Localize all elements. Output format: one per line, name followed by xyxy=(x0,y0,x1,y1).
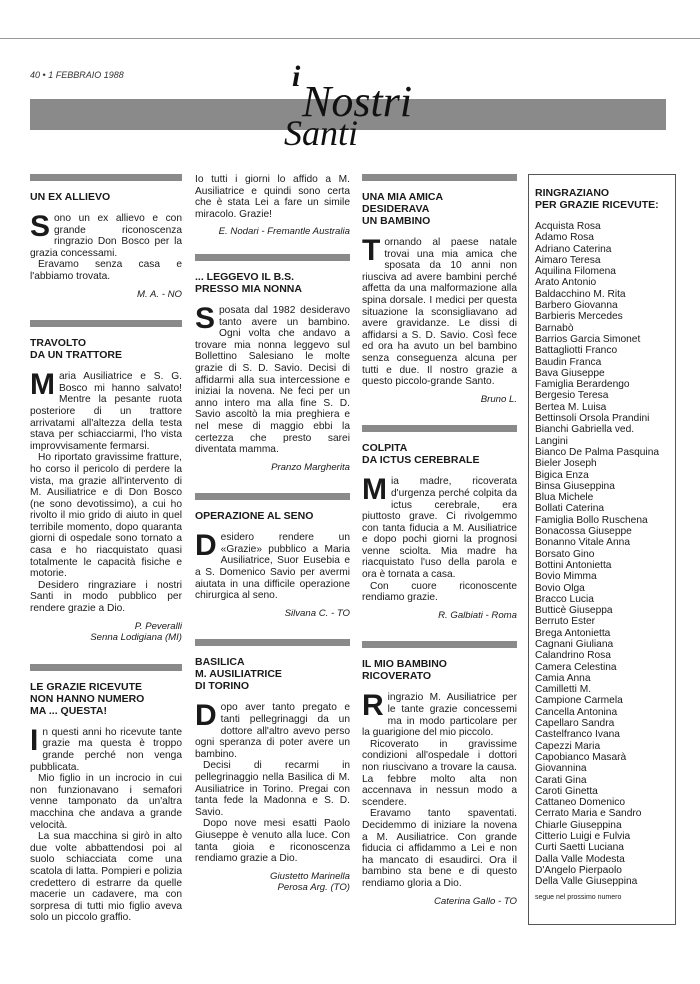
name-item: Borsato Gino xyxy=(535,548,595,560)
section-rule xyxy=(362,174,517,181)
name-item: Arato Antonio xyxy=(535,277,597,289)
names-list xyxy=(535,221,669,888)
article-amica xyxy=(362,174,517,405)
name-item: Cattaneo Domenico xyxy=(535,797,626,809)
name-item: Bovio Olga xyxy=(535,582,585,594)
article-operazione xyxy=(195,493,350,619)
signature: Silvana C. - TO xyxy=(284,607,350,619)
header-separator: • xyxy=(42,70,46,80)
name-item: Cancella Antonina xyxy=(535,706,618,718)
signature: P. Peveralli xyxy=(134,620,182,632)
box-title: RINGRAZIANO PER GRAZIE RICEVUTE: xyxy=(535,187,659,211)
article-bambino-ricoverato xyxy=(362,641,517,907)
name-item: Camera Celestina xyxy=(535,661,617,673)
paragraph: esidero rendere un «Grazie» pubblico a Maria Ausiliatrice, Suor Eusebia e a S. Domenico Savio per avermi aiutata in una difficile operazione chirurgica al seno. xyxy=(195,532,350,602)
section-rule xyxy=(362,641,517,648)
paragraph: posata dal 1982 desideravo tanto avere un bambino. Ogni volta che andavo a trovare mia nonna leggevo sul Bollettino Salesiano le molte grazie di S. D. Savio. Decisi di affidarmi alla sua intercessione e iniziai la novena. Ne feci per un anno intero ma alla fine S. D. Savio ascoltò la mia preghiera e nel mese di maggio ebbi la certezza che presto sarei diventata mamma. xyxy=(195,304,350,456)
name-item: Bieler Joseph xyxy=(535,458,597,470)
name-item: Chiarle Giuseppina xyxy=(535,819,622,831)
paragraph: ingrazio M. Ausiliatrice per le tante grazie concessemi ma in modo particolare per la guarigione del mio piccolo. xyxy=(362,692,517,739)
page-number: 40 xyxy=(30,70,41,80)
column-1 xyxy=(30,174,182,944)
name-item: Bianco De Palma Pasquina xyxy=(535,446,660,458)
name-item: Barrios Garcia Simonet xyxy=(535,333,641,345)
paragraph: n questi anni ho ricevute tante grazie ma questa è troppo grande perché non venga pubblicata. xyxy=(30,726,182,773)
name-item: Berruto Ester xyxy=(535,616,596,628)
signature: E. Nodari - Fremantle Australia xyxy=(218,226,350,238)
paragraph: opo aver tanto pregato e tanti pellegrinaggi da un dottore all'altro avevo perso ogni speranza di poter avere un bambino. xyxy=(195,702,350,760)
name-item: Blua Michele xyxy=(535,492,594,504)
paragraph: Ho riportato gravissime fratture, ho corso il pericolo di perdere la vista, ma grazie all'intervento di M. Ausiliatrice e di Don Bosco (ne sono devotissimo), a cui ho rivolto il mio grido di aiuto in quel terribile momento, dopo quaranta giorni di ospedale sono tornato a casa e ho riacquistato quasi totalmente le capacità fisiche e motorie. xyxy=(30,452,182,580)
paragraph: ono un ex allievo e con grande riconoscenza ringrazio Don Bosco per la grazia concessami. xyxy=(30,213,182,259)
section-rule xyxy=(30,174,182,181)
article-title: ... LEGGEVO IL B.S. PRESSO MIA NONNA xyxy=(195,270,302,295)
name-item: Binsa Giuseppina xyxy=(535,480,615,492)
article-basilica xyxy=(195,639,350,894)
signature: Giustetto Marinella xyxy=(270,870,350,882)
paragraph: ia madre, ricoverata d'urgenza perché colpita da ictus cerebrale, era piuttosto grave. Ci rivolgemmo con tanta fiducia a M. Ausiliatrice e dopo pochi giorni la prognosi venne sciolta. Mia madre ha riacquistato l'uso della parola e ora è tornata a casa. xyxy=(362,476,517,581)
drop-cap: M xyxy=(30,368,55,402)
paragraph: Con cuore riconoscente rendiamo grazie. xyxy=(362,580,517,604)
drop-cap: M xyxy=(362,473,387,507)
name-item: Dalla Valle Modesta xyxy=(535,853,625,865)
name-item: Capobianco Masarà Giovannina xyxy=(535,751,627,775)
name-item: D'Angelo Pierpaolo xyxy=(535,864,622,876)
top-border xyxy=(0,38,700,39)
paragraph: Ricoverato in gravissime condizioni all'ospedale i dottori non riuscivano a trovare la causa. La febbre molto alta non accennava in nessun modo a scendere. xyxy=(362,738,517,808)
name-item: Carati Gina xyxy=(535,774,587,786)
name-item: Bigica Enza xyxy=(535,469,589,481)
name-item: Camilletti M. xyxy=(535,684,592,696)
name-item: Cagnani Giuliana xyxy=(535,638,614,650)
name-item: Della Valle Giuseppina xyxy=(535,876,638,888)
logo-line-2: Nostri xyxy=(302,77,413,126)
section-rule xyxy=(195,493,350,500)
drop-cap: R xyxy=(362,689,384,723)
section-rule xyxy=(30,664,182,671)
name-item: Bianchi Gabriella ved. Langini xyxy=(535,424,635,447)
name-item: Barnabò xyxy=(535,322,574,334)
name-item: Camia Anna xyxy=(535,672,591,684)
article-title: UN EX ALLIEVO xyxy=(30,191,111,203)
name-item: Bottini Antonietta xyxy=(535,559,612,571)
signature: R. Galbiati - Roma xyxy=(438,609,517,621)
name-item: Curti Saetti Luciana xyxy=(535,842,624,854)
article-title: TRAVOLTO DA UN TRATTORE xyxy=(30,337,122,362)
section-rule xyxy=(30,320,182,327)
drop-cap: D xyxy=(195,699,217,733)
name-item: Battagliotti Franco xyxy=(535,345,618,357)
issue-date: 1 FEBBRAIO 1988 xyxy=(48,70,124,80)
name-item: Baudin Franca xyxy=(535,356,602,368)
logo-line-3: Santi xyxy=(284,113,359,153)
name-item: Bonanno Vitale Anna xyxy=(535,537,630,549)
drop-cap: T xyxy=(362,234,381,267)
paragraph: ornando al paese natale trovai una mia amica che sposata da 10 anni non riusciva ad avere bambini perché affetta da una malformazione alla spina dorsale. I medici per questa situazione la sconsigliavano ad avere gravidanze. Le dissi di affidarsi a S. D. Savio. Così fece ed ora ha avuto un bel bambino senza conseguenza alcuna per tutti e due. Il nostro grazie a questo piccolo-grande Santo. xyxy=(362,237,517,388)
signature-place: Perosa Arg. (TO) xyxy=(277,882,350,894)
name-item: Calandrino Rosa xyxy=(535,650,611,662)
article-ictus xyxy=(362,425,517,621)
name-item: Bergesio Teresa xyxy=(535,390,609,402)
article-title: BASILICA M. AUSILIATRICE DI TORINO xyxy=(195,656,282,693)
paragraph: Io tutti i giorni lo affido a M. Ausiliatrice e quindi sono certa che è stata Lei a fare un simile miracolo. Grazie! xyxy=(195,174,350,220)
paragraph: Mio figlio in un incrocio in cui non funzionavano i semafori venne tamponato da un'altra macchina che andava a grande velocità. xyxy=(30,773,182,831)
section-rule xyxy=(362,425,517,432)
article-title: IL MIO BAMBINO RICOVERATO xyxy=(362,658,447,683)
name-item: Bollati Caterina xyxy=(535,503,605,515)
name-item: Aquilina Filomena xyxy=(535,266,616,278)
name-item: Famiglia Bollo Ruschena xyxy=(535,514,648,526)
name-item: Famiglia Berardengo xyxy=(535,379,630,391)
name-item: Bava Giuseppe xyxy=(535,367,605,379)
column-2 xyxy=(195,174,350,914)
column-3 xyxy=(362,174,517,927)
name-item: Bracco Lucia xyxy=(535,593,594,605)
section-logo xyxy=(280,62,440,157)
article-title: OPERAZIONE AL SENO xyxy=(195,510,314,523)
drop-cap: D xyxy=(195,529,217,563)
name-item: Caroti Ginetta xyxy=(535,785,598,797)
paragraph: aria Ausiliatrice e S. G. Bosco mi hanno salvato! Mentre la pesante ruota posteriore di un trattore arrivatami all'altezza della testa stava per schiacciarmi, l'ho vista improvvisamente fermarsi. xyxy=(30,371,182,452)
section-rule xyxy=(195,254,350,261)
thanks-box xyxy=(528,174,676,925)
page-header xyxy=(30,70,124,80)
article-continuation xyxy=(195,174,350,238)
name-item: Butticè Giuseppa xyxy=(535,605,613,617)
article-title: COLPITA DA ICTUS CEREBRALE xyxy=(362,442,480,467)
drop-cap: I xyxy=(30,723,39,757)
name-item: Barbieris Mercedes xyxy=(535,311,623,323)
name-item: Capezzi Maria xyxy=(535,740,601,752)
name-item: Castelfranco Ivana xyxy=(535,729,620,741)
article-leggevo xyxy=(195,254,350,473)
box-footer: segue nel prossimo numero xyxy=(535,893,622,901)
paragraph: Eravamo senza casa e l'abbiamo trovata. xyxy=(30,259,182,282)
name-item: Citterio Luigi e Fulvia xyxy=(535,831,631,843)
name-item: Bertea M. Luisa xyxy=(535,401,607,413)
name-item: Brega Antonietta xyxy=(535,627,611,639)
name-item: Bovio Mimma xyxy=(535,571,597,583)
drop-cap: S xyxy=(30,210,51,243)
article-title: UNA MIA AMICA DESIDERAVA UN BAMBINO xyxy=(362,191,444,227)
signature: Caterina Gallo - TO xyxy=(434,895,517,907)
signature: Pranzo Margherita xyxy=(271,461,350,473)
article-grazie-ricevute xyxy=(30,664,182,924)
paragraph: Eravamo tanto spaventati. Decidemmo di iniziare la novena a M. Ausiliatrice. Con grande fiducia ci affidammo a Lei e non ha mancato di esaudirci. Ora il bambino sta bene e di questo rendiamo gloria a Dio. xyxy=(362,808,517,889)
drop-cap: S xyxy=(195,301,216,335)
section-rule xyxy=(195,639,350,646)
signature: Bruno L. xyxy=(480,393,517,405)
name-item: Barbero Giovanna xyxy=(535,300,618,312)
name-item: Capellaro Sandra xyxy=(535,718,615,730)
name-item: Campione Carmela xyxy=(535,695,623,707)
signature: M. A. - NO xyxy=(137,288,182,300)
name-item: Baldacchino M. Rita xyxy=(535,288,626,300)
article-ex-allievo xyxy=(30,174,182,300)
paragraph: Desidero ringraziare i nostri Santi in modo pubblico per rendere grazie a Dio. xyxy=(30,579,182,615)
name-item: Bettinsoli Orsola Prandini xyxy=(535,413,650,425)
name-item: Acquista Rosa xyxy=(535,221,601,232)
paragraph: Decisi di recarmi in pellegrinaggio nella Basilica di M. Ausiliatrice in Torino. Pregai con tanta fede la Madonna e S. D. Savio. xyxy=(195,760,350,818)
signature-place: Senna Lodigiana (MI) xyxy=(90,632,182,644)
name-item: Adamo Rosa xyxy=(535,232,594,244)
name-item: Aimaro Teresa xyxy=(535,254,601,266)
paragraph: La sua macchina si girò in alto due volte abbattendosi poi al suolo schiacciata come una scatola di latta. Pompieri e polizia credettero di estrarre da quelle macerie un cadavere, ma con sorpresa di tutti mio figlio aveva solo un piccolo graffio. xyxy=(30,831,182,924)
name-item: Adriano Caterina xyxy=(535,243,612,255)
article-title: LE GRAZIE RICEVUTE NON HANNO NUMERO MA ... QUESTA! xyxy=(30,680,145,717)
paragraph: Dopo nove mesi esatti Paolo Giuseppe è venuto alla luce. Con tanta gioia e riconoscenza rendiamo grazie a Dio. xyxy=(195,818,350,865)
name-item: Cerrato Maria e Sandro xyxy=(535,808,642,820)
logo-line-1: i xyxy=(292,60,301,93)
name-item: Bonacossa Giuseppe xyxy=(535,526,632,538)
article-travolto xyxy=(30,320,182,644)
